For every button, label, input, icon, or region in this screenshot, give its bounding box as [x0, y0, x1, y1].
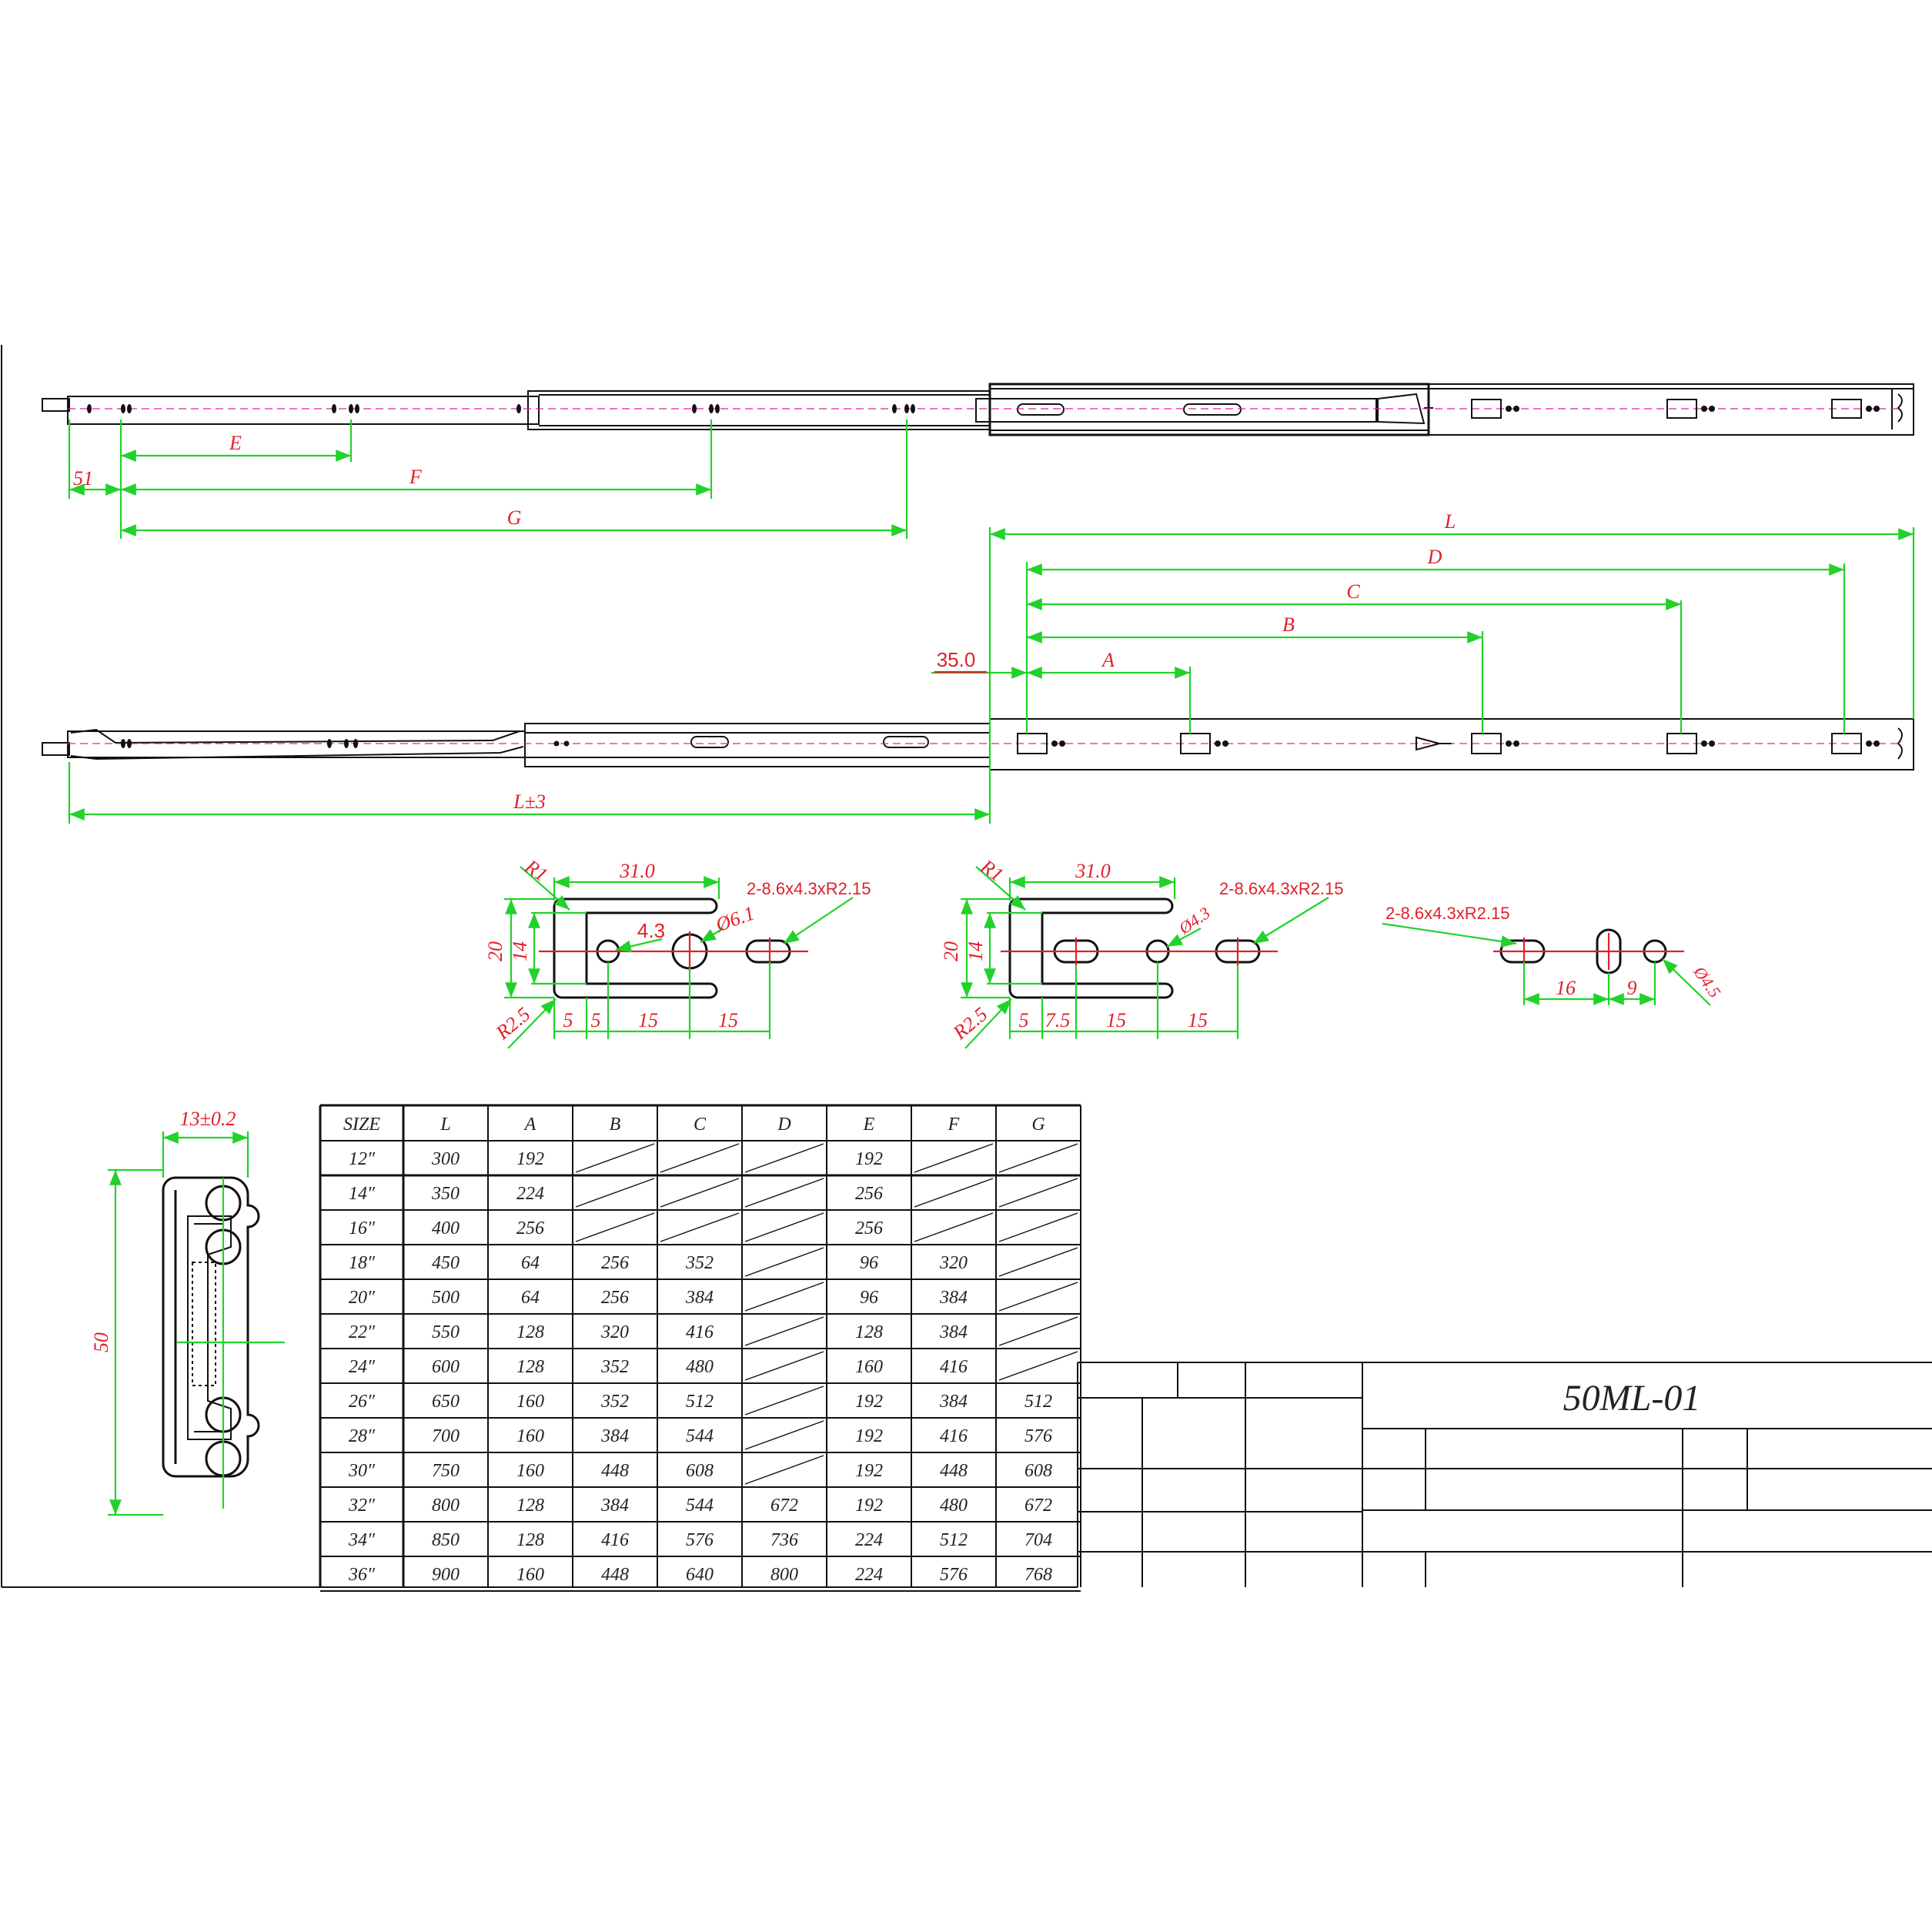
- table-cell: 850: [432, 1530, 460, 1550]
- table-cell: 128: [516, 1357, 544, 1377]
- table-cell: 64: [521, 1288, 540, 1308]
- table-cell: 160: [855, 1357, 883, 1377]
- table-rule: [745, 1248, 824, 1276]
- table-cell: 128: [516, 1322, 544, 1342]
- table-cell: 736: [770, 1530, 798, 1550]
- table-cell: 512: [686, 1392, 714, 1412]
- table-rule: [576, 1213, 654, 1242]
- table-size-cell: 26″: [349, 1392, 375, 1412]
- table-cell: 352: [686, 1253, 714, 1273]
- table-header: L: [440, 1115, 451, 1135]
- detail-right-d9: 9: [1626, 977, 1637, 999]
- detail-left-r25: R2.5: [491, 1002, 535, 1045]
- table-cell: 800: [432, 1496, 460, 1516]
- table-rule: [745, 1213, 824, 1242]
- table-cell: 96: [860, 1253, 878, 1273]
- detail-mid-d15a: 15: [1106, 1009, 1126, 1031]
- table-cell: 704: [1024, 1530, 1052, 1550]
- table-cell: 256: [855, 1184, 883, 1204]
- dim-e: E: [229, 432, 242, 454]
- dim-b: B: [1282, 613, 1295, 636]
- table-rule: [745, 1317, 824, 1345]
- table-cell: 576: [686, 1530, 714, 1550]
- detail-left-d5b: 5: [590, 1009, 601, 1031]
- table-cell: 544: [686, 1426, 714, 1446]
- table-cell: 352: [601, 1357, 629, 1377]
- table-cell: 384: [601, 1426, 629, 1446]
- table-cell: 352: [601, 1392, 629, 1412]
- detail-left-d15a: 15: [638, 1009, 658, 1031]
- table-cell: 384: [940, 1392, 968, 1412]
- table-rule: [999, 1213, 1078, 1242]
- detail-right-d16: 16: [1556, 977, 1576, 999]
- table-cell: 416: [940, 1357, 968, 1377]
- table-cell: 416: [940, 1426, 968, 1446]
- table-cell: 192: [855, 1461, 883, 1481]
- table-cell: 650: [432, 1392, 460, 1412]
- table-rule: [914, 1213, 993, 1242]
- table-cell: 768: [1024, 1565, 1052, 1585]
- detail-holes-right: [1382, 904, 1725, 1005]
- table-rule: [745, 1282, 824, 1311]
- table-cell: 224: [855, 1530, 883, 1550]
- table-cell: 672: [770, 1496, 798, 1516]
- dim-l-tol: L±3: [513, 791, 546, 813]
- table-rule: [914, 1144, 993, 1172]
- table-size-cell: 16″: [349, 1218, 375, 1238]
- table-cell: 400: [432, 1218, 460, 1238]
- table-rule: [999, 1144, 1078, 1172]
- detail-left-d15b: 15: [718, 1009, 738, 1031]
- table-rule: [999, 1352, 1078, 1380]
- table-rule: [660, 1144, 739, 1172]
- table-cell: 128: [516, 1530, 544, 1550]
- table-size-cell: 34″: [349, 1530, 375, 1550]
- table-cell: 128: [855, 1322, 883, 1342]
- table-cell: 224: [516, 1184, 544, 1204]
- dim-l: L: [1444, 510, 1456, 533]
- dim-g: G: [506, 506, 522, 529]
- detail-left-h20: 20: [484, 941, 506, 961]
- detail-mid-d15b: 15: [1188, 1009, 1208, 1031]
- detail-left-hole-big: Ø6.1: [713, 901, 758, 937]
- detail-mid-hole: Ø4.3: [1175, 903, 1214, 938]
- table-size-cell: 20″: [349, 1288, 375, 1308]
- detail-right-slot: 2-8.6x4.3xR2.15: [1385, 904, 1510, 923]
- table-rule: [999, 1282, 1078, 1311]
- table-cell: 192: [855, 1496, 883, 1516]
- table-cell: 256: [855, 1218, 883, 1238]
- table-rule: [914, 1178, 993, 1207]
- table-cell: 500: [432, 1288, 460, 1308]
- table-cell: 160: [516, 1461, 544, 1481]
- detail-left-slot: 2-8.6x4.3xR2.15: [747, 879, 871, 898]
- table-cell: 700: [432, 1426, 460, 1446]
- table-cell: 672: [1024, 1496, 1052, 1516]
- table-cell: 256: [601, 1253, 629, 1273]
- table-cell: 160: [516, 1565, 544, 1585]
- table-cell: 450: [432, 1253, 460, 1273]
- table-rule: [999, 1317, 1078, 1345]
- table-size-cell: 12″: [349, 1149, 375, 1169]
- table-cell: 800: [770, 1565, 798, 1585]
- profile-height: 50: [90, 1332, 112, 1352]
- title-block: [1078, 1362, 1932, 1587]
- table-cell: 416: [686, 1322, 714, 1342]
- table-cell: 512: [1024, 1392, 1052, 1412]
- table-cell: 64: [521, 1253, 540, 1273]
- detail-mid-r25: R2.5: [948, 1002, 992, 1045]
- table-rule: [660, 1178, 739, 1207]
- detail-mid-d5: 5: [1018, 1009, 1029, 1031]
- top-view-slide: [42, 384, 1914, 435]
- table-cell: 576: [1024, 1426, 1052, 1446]
- table-cell: 320: [601, 1322, 629, 1342]
- table-cell: 192: [855, 1149, 883, 1169]
- top-view-dimensions: [69, 419, 907, 539]
- table-cell: 384: [940, 1322, 968, 1342]
- detail-left-width: 31.0: [620, 860, 655, 882]
- table-cell: 600: [432, 1357, 460, 1377]
- table-header: SIZE: [343, 1115, 380, 1135]
- detail-left-hole-small: 4.3: [637, 919, 666, 942]
- table-header: F: [948, 1115, 960, 1135]
- table-cell: 192: [516, 1149, 544, 1169]
- detail-mid-h14: 14: [964, 941, 987, 961]
- table-header: E: [863, 1115, 875, 1135]
- table-cell: 384: [601, 1496, 629, 1516]
- table-cell: 448: [601, 1565, 629, 1585]
- detail-mid-r1: R1: [976, 854, 1008, 887]
- table-cell: 224: [855, 1565, 883, 1585]
- table-size-cell: 28″: [349, 1426, 375, 1446]
- rail-cross-section: [90, 1108, 285, 1515]
- table-cell: 750: [432, 1461, 460, 1481]
- table-header: D: [777, 1115, 791, 1135]
- table-header: G: [1031, 1115, 1045, 1135]
- table-cell: 550: [432, 1322, 460, 1342]
- table-cell: 416: [601, 1530, 629, 1550]
- table-size-cell: 14″: [349, 1184, 375, 1204]
- table-cell: 384: [940, 1288, 968, 1308]
- table-size-cell: 36″: [349, 1565, 375, 1585]
- detail-bracket-left: [484, 854, 871, 1048]
- dim-f: F: [409, 466, 422, 488]
- bottom-view-slide: [42, 719, 1914, 770]
- table-cell: 448: [940, 1461, 968, 1481]
- table-rule: [745, 1386, 824, 1415]
- table-cell: 256: [601, 1288, 629, 1308]
- table-cell: 192: [855, 1426, 883, 1446]
- detail-left-r1: R1: [520, 854, 553, 887]
- table-size-cell: 24″: [349, 1357, 375, 1377]
- table-cell: 448: [601, 1461, 629, 1481]
- table-cell: 544: [686, 1496, 714, 1516]
- drawing-number: 50ML-01: [1563, 1378, 1701, 1419]
- table-cell: 256: [516, 1218, 544, 1238]
- dim-35: 35.0: [936, 648, 976, 671]
- table-rule: [745, 1421, 824, 1449]
- table-rule: [745, 1144, 824, 1172]
- dim-a: A: [1102, 649, 1115, 671]
- table-cell: 320: [940, 1253, 968, 1273]
- detail-right-hole: Ø4.5: [1690, 962, 1725, 1001]
- table-cell: 480: [940, 1496, 968, 1516]
- table-cell: 128: [516, 1496, 544, 1516]
- table-rule: [660, 1213, 739, 1242]
- detail-mid-width: 31.0: [1075, 860, 1111, 882]
- table-cell: 350: [432, 1184, 460, 1204]
- table-rule: [745, 1456, 824, 1484]
- table-rule: [999, 1248, 1078, 1276]
- table-cell: 192: [855, 1392, 883, 1412]
- table-rule: [999, 1178, 1078, 1207]
- dim-c: C: [1346, 580, 1360, 603]
- table-header: B: [609, 1115, 621, 1135]
- detail-left-d5a: 5: [563, 1009, 573, 1031]
- table-rule: [745, 1352, 824, 1380]
- table-header: A: [524, 1115, 536, 1135]
- table-size-cell: 22″: [349, 1322, 375, 1342]
- detail-bracket-middle: [940, 854, 1343, 1048]
- table-cell: 608: [1024, 1461, 1052, 1481]
- dim-d: D: [1427, 546, 1442, 568]
- table-cell: 160: [516, 1426, 544, 1446]
- dim-51: 51: [73, 467, 93, 490]
- table-size-cell: 32″: [349, 1496, 375, 1516]
- table-cell: 512: [940, 1530, 968, 1550]
- detail-mid-slot: 2-8.6x4.3xR2.15: [1219, 879, 1344, 898]
- table-cell: 300: [432, 1149, 460, 1169]
- table-cell: 160: [516, 1392, 544, 1412]
- table-size-cell: 18″: [349, 1253, 375, 1273]
- table-size-cell: 30″: [349, 1461, 375, 1481]
- table-rule: [576, 1178, 654, 1207]
- bottom-view-dimensions: [69, 510, 1914, 824]
- detail-left-h14: 14: [509, 941, 531, 961]
- table-cell: 576: [940, 1565, 968, 1585]
- table-header: C: [693, 1115, 707, 1135]
- table-cell: 384: [686, 1288, 714, 1308]
- detail-mid-d75: 7.5: [1045, 1009, 1071, 1031]
- table-rule: [745, 1178, 824, 1207]
- profile-width: 13±0.2: [179, 1108, 236, 1130]
- size-table: [320, 1105, 1081, 1591]
- table-rule: [576, 1144, 654, 1172]
- table-cell: 96: [860, 1288, 878, 1308]
- table-cell: 640: [686, 1565, 714, 1585]
- table-cell: 608: [686, 1461, 714, 1481]
- table-cell: 900: [432, 1565, 460, 1585]
- table-cell: 480: [686, 1357, 714, 1377]
- detail-mid-h20: 20: [940, 941, 962, 961]
